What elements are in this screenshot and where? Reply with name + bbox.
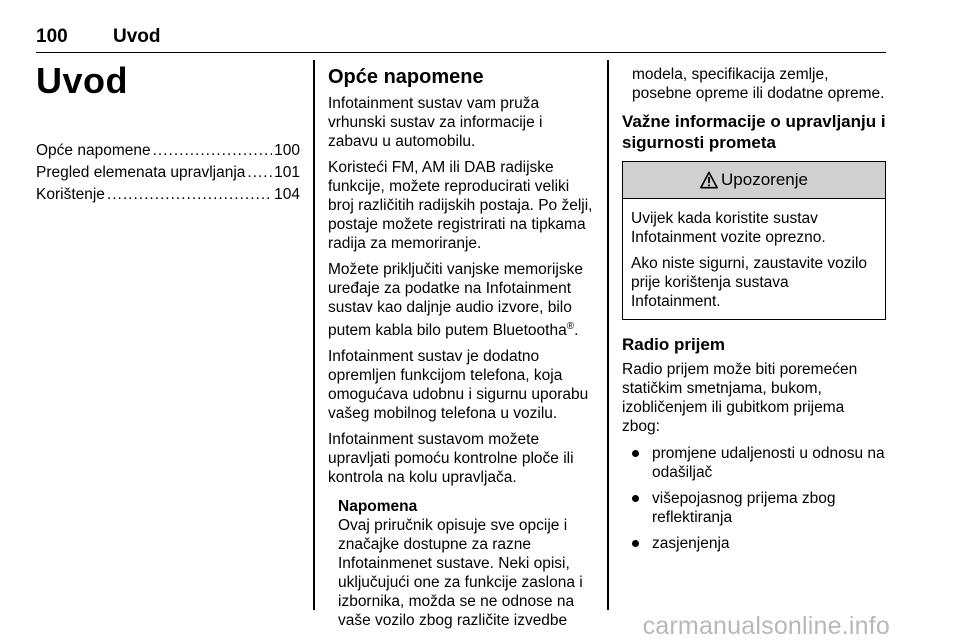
paragraph: Infotainment sustav vam pruža vrhunski sustav za informacije i zabavu u automobilu.: [328, 95, 543, 150]
warning-title: Upozorenje: [721, 170, 808, 189]
paragraph-end: .: [574, 322, 579, 340]
column-divider-2: [607, 60, 609, 610]
section-heading-general: Opće napomene: [328, 66, 484, 88]
paragraph: Infotainment sustavom možete upravljati pomoću kontrolne ploče ili kontrola na kolu upravljača.: [328, 431, 574, 487]
section-heading-radio: Radio prijem: [622, 335, 725, 354]
toc-entry-controls[interactable]: [36, 164, 300, 186]
table-of-contents: [36, 142, 300, 208]
page-header: [36, 26, 886, 53]
toc-page: 104: [274, 186, 300, 203]
paragraph: Infotainment sustav je dodatno opremljen funkcijom telefona, koja omogućava udobnu i sigurnu uporabu vašeg mobilnog telefona u vozilu.: [328, 348, 589, 423]
warning-text: Ako niste sigurni, zaustavite vozilo prije korištenja sustava Infotainment.: [631, 255, 868, 310]
list-item: zasjenjenja: [622, 534, 886, 553]
paragraph-text: Možete priključiti vanjske memorijske uređaje za podatke na Infotainment sustav kao daljnje audio izvore, bilo putem kabla bilo putem Bluetootha: [328, 261, 583, 340]
warning-body: [623, 199, 885, 319]
toc-label: Opće napomene: [36, 142, 151, 159]
warning-header: [623, 162, 885, 199]
watermark: carmanualsonline.info: [642, 612, 890, 640]
warning-text: Uvijek kada koristite sustav Infotainment vozite oprezno.: [631, 210, 826, 246]
toc-leader: [107, 186, 272, 204]
paragraph: Radio prijem može biti poremećen statičkim smetnjama, bukom, izobličenjem ili gubitkom prijema zbog:: [622, 361, 858, 435]
note-text-continued: modela, specifikacija zemlje, posebne opreme ili dodatne opreme.: [632, 66, 885, 102]
registered-mark: ®: [566, 321, 575, 332]
chapter-title: Uvod: [36, 60, 128, 101]
list-item: višepojasnog prijema zbog reflektiranja: [622, 489, 886, 527]
bullet-list: [622, 444, 886, 553]
note-title: Napomena: [338, 498, 418, 516]
note-text: Ovaj priručnik opisuje sve opcije i značajke dostupne za razne Infotainmenet sustave. Neki opisi, uključujući one za funkcije zaslona i izbornika, možda se ne odnose na vaše vozilo zbog različite izvedbe: [338, 517, 583, 630]
toc-leader: [247, 164, 272, 182]
toc-entry-general[interactable]: [36, 142, 300, 164]
column-divider-1: [313, 60, 315, 610]
page-number: 100: [36, 26, 68, 47]
warning-box: [622, 161, 886, 320]
warning-triangle-icon: [700, 171, 718, 189]
section-heading-safety: Važne informacije o upravljanju i sigurnosti prometa: [622, 112, 886, 152]
header-title: Uvod: [113, 26, 161, 47]
list-item: promjene udaljenosti u odnosu na odašiljač: [622, 444, 886, 482]
note-continuation: [632, 65, 886, 103]
toc-entry-usage[interactable]: [36, 186, 300, 208]
toc-page: 100: [274, 142, 300, 159]
column-general-notes: [328, 66, 596, 630]
column-safety-radio: [622, 65, 886, 560]
toc-label: Pregled elemenata upravljanja: [36, 164, 246, 181]
note-block: [338, 497, 596, 630]
toc-page: 101: [274, 164, 300, 181]
toc-leader: [153, 142, 273, 160]
toc-label: Korištenje: [36, 186, 105, 203]
paragraph-bluetooth: [328, 260, 596, 340]
paragraph: Koristeći FM, AM ili DAB radijske funkcije, možete reproducirati veliki broj različitih radijskih postaja. Po želji, postaje možete registrirati na tipkama radija za memoriranje.: [328, 159, 593, 252]
